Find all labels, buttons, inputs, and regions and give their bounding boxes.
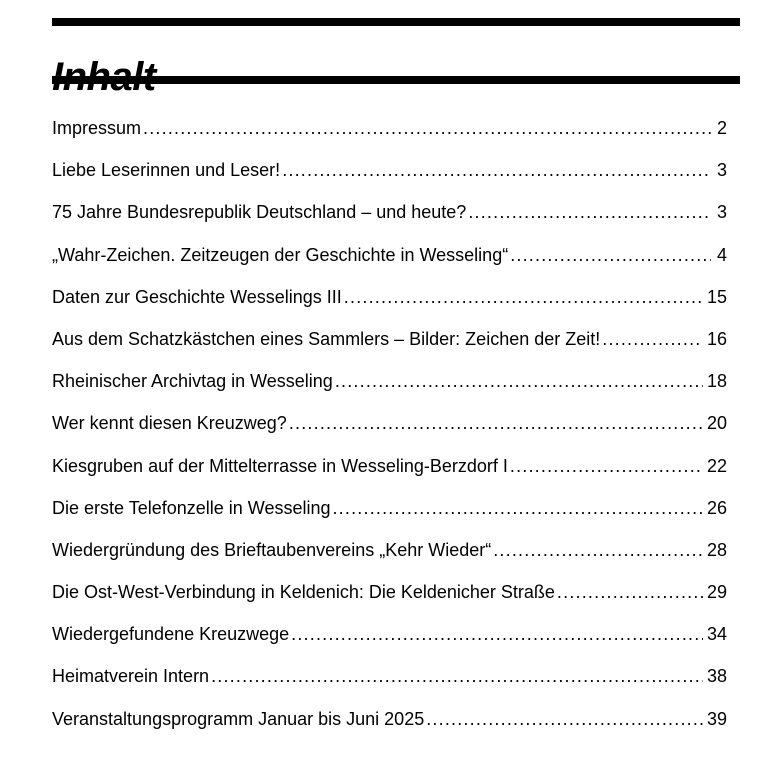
- toc-entry[interactable]: [52, 534, 727, 576]
- toc-entry-title: Aus dem Schatzkästchen eines Sammlers – Bilder: Zeichen der Zeit!: [52, 328, 601, 349]
- toc-entry-page: 26: [706, 497, 727, 518]
- dot-leader: [468, 196, 711, 228]
- toc-entry-page: 2: [716, 118, 727, 138]
- toc-entry[interactable]: [52, 660, 727, 702]
- toc-entry[interactable]: [52, 492, 727, 534]
- dot-leader: [282, 154, 711, 186]
- toc-entry-page: 3: [716, 202, 727, 223]
- toc-entry-page: 16: [706, 328, 727, 349]
- toc-entry-title: „Wahr-Zeichen. Zeitzeugen der Geschichte in Wesseling“: [52, 244, 509, 265]
- toc-entry-page: 39: [706, 708, 727, 729]
- dot-leader: [291, 618, 703, 650]
- top-rule: [52, 18, 740, 26]
- toc-entry[interactable]: [52, 703, 727, 745]
- toc-entry-page: 28: [706, 539, 727, 560]
- dot-leader: [510, 450, 703, 482]
- toc-entry-page: 29: [706, 582, 727, 603]
- toc-entry-page: 38: [706, 666, 727, 687]
- toc-entry[interactable]: [52, 576, 727, 618]
- dot-leader: [493, 534, 703, 566]
- toc-entry[interactable]: [52, 112, 727, 154]
- dot-leader: [557, 576, 703, 608]
- toc-entry-title: Wiedergründung des Brieftaubenvereins „Kehr Wieder“: [52, 539, 492, 560]
- toc-entry-page: 34: [706, 624, 727, 645]
- dot-leader: [211, 660, 703, 692]
- toc-entry-title: Die Ost-West-Verbindung in Keldenich: Die Keldenicher Straße: [52, 582, 555, 603]
- dot-leader: [335, 365, 703, 397]
- toc-entry-title: Kiesgruben auf der Mittelterrasse in Wesseling-Berzdorf I: [52, 455, 508, 476]
- toc-entry[interactable]: [52, 365, 727, 407]
- toc-entry-title: Liebe Leserinnen und Leser!: [52, 160, 281, 181]
- toc-entry[interactable]: [52, 154, 727, 196]
- toc-entry-page: 3: [716, 160, 727, 181]
- toc-entry[interactable]: [52, 450, 727, 492]
- toc-entry-title: Veranstaltungsprogramm Januar bis Juni 2025: [52, 708, 425, 729]
- toc-entry[interactable]: [52, 196, 727, 238]
- dot-leader: [143, 112, 711, 144]
- toc-entry-page: 4: [716, 244, 727, 265]
- bottom-rule: [52, 76, 740, 84]
- toc-entry[interactable]: [52, 239, 727, 281]
- dot-leader: [344, 281, 703, 313]
- toc-entry-page: 22: [706, 455, 727, 476]
- dot-leader: [602, 323, 703, 355]
- toc-entry-title: Rheinischer Archivtag in Wesseling: [52, 371, 333, 392]
- toc-entry-title: 75 Jahre Bundesrepublik Deutschland – und heute?: [52, 202, 467, 223]
- dot-leader: [289, 407, 703, 439]
- toc-entry-title: Die erste Telefonzelle in Wesseling: [52, 497, 331, 518]
- toc-entry-title: Wiedergefundene Kreuzwege: [52, 624, 290, 645]
- contents-page: [52, 0, 740, 768]
- toc-entry[interactable]: [52, 323, 727, 365]
- dot-leader: [332, 492, 702, 524]
- toc-entry-page: 18: [706, 371, 727, 392]
- toc-entry[interactable]: [52, 281, 727, 323]
- toc-entry-title: Daten zur Geschichte Wesselings III: [52, 286, 342, 307]
- table-of-contents: [52, 112, 727, 745]
- toc-entry-title: Impressum: [52, 118, 142, 138]
- toc-entry-page: 20: [706, 413, 727, 434]
- dot-leader: [510, 239, 711, 271]
- toc-entry[interactable]: [52, 407, 727, 449]
- toc-entry-title: Wer kennt diesen Kreuzweg?: [52, 413, 287, 434]
- toc-entry[interactable]: [52, 618, 727, 660]
- dot-leader: [426, 703, 703, 735]
- toc-entry-title: Heimatverein Intern: [52, 666, 210, 687]
- toc-entry-page: 15: [706, 286, 727, 307]
